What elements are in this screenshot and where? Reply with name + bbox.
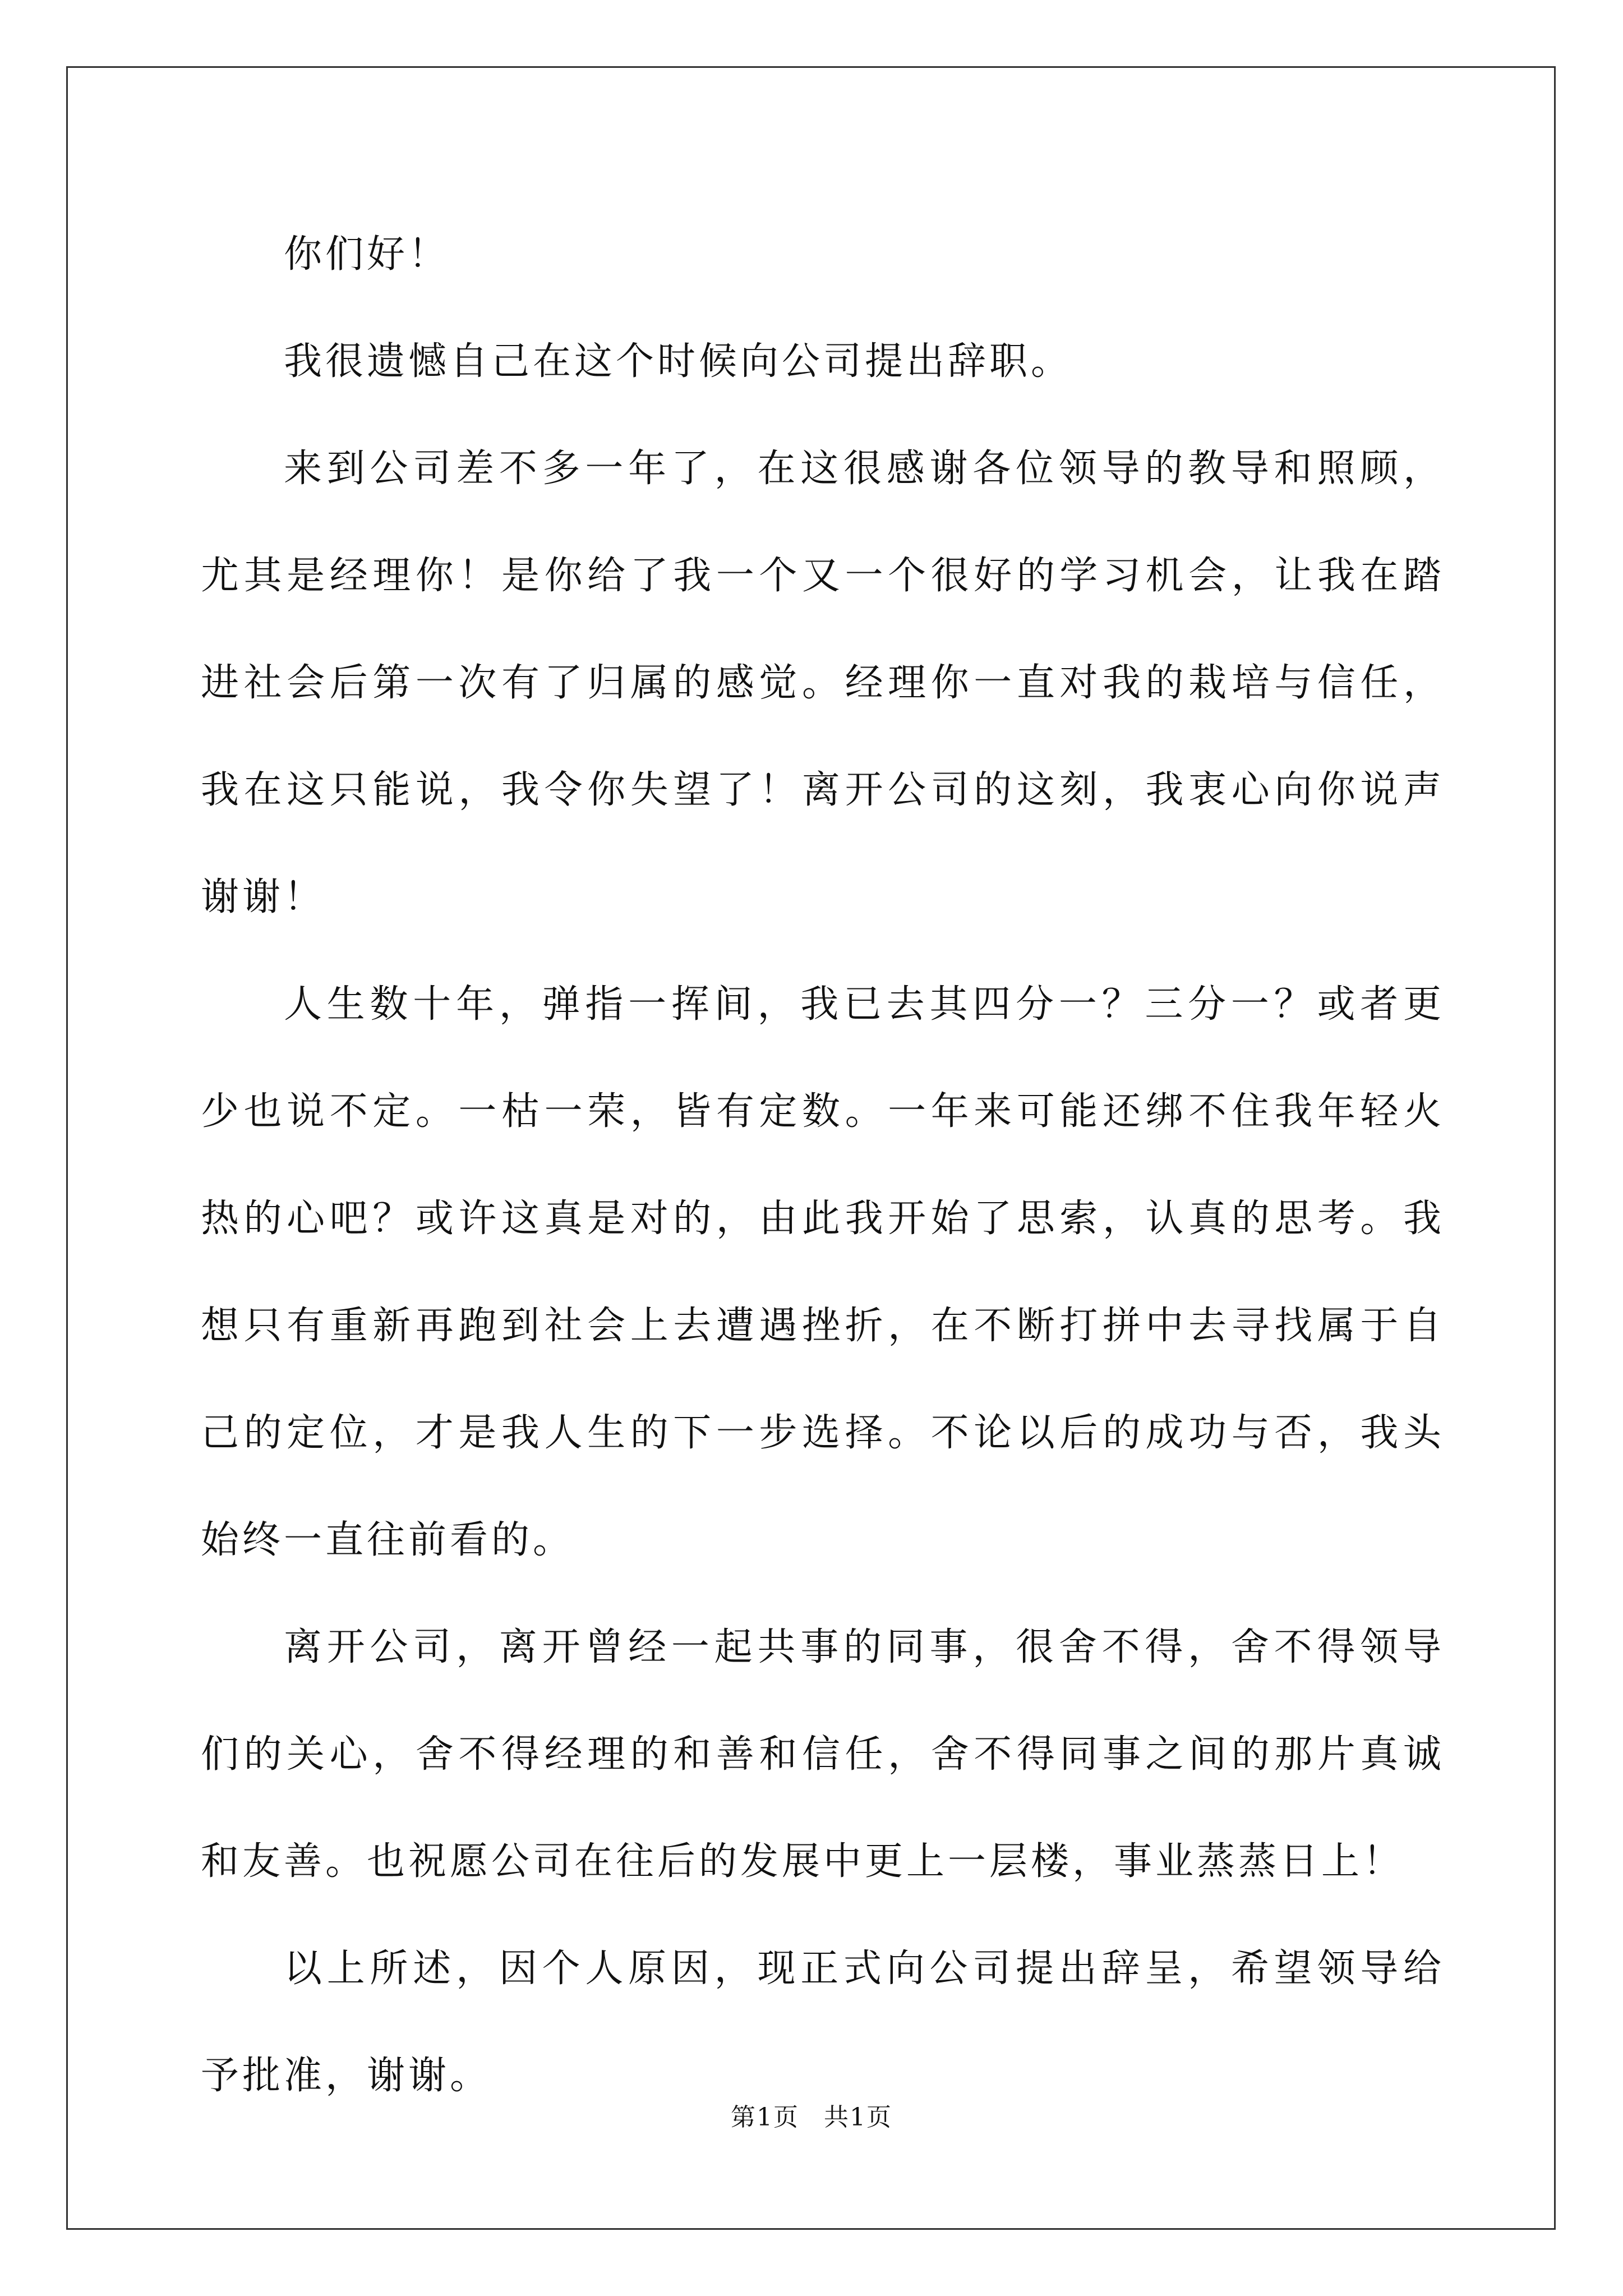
page-number: 第1页 bbox=[731, 2103, 799, 2132]
gratitude-paragraph: 来到公司差不多一年了，在这很感谢各位领导的教导和照顾，尤其是经理你！是你给了我一个又一个很好的学习机会，让我在踏进社会后第一次有了归属的感觉。经理你一直对我的栽培与信任，我在这只能说，我令你失望了！离开公司的这刻，我衷心向你说声谢谢！ bbox=[201, 447, 1445, 919]
page-footer bbox=[0, 2097, 1623, 2133]
closing-paragraph: 以上所述，因个人原因，现正式向公司提出辞呈，希望领导给予批准，谢谢。 bbox=[201, 1947, 1445, 2098]
farewell-paragraph: 离开公司，离开曾经一起共事的同事，很舍不得，舍不得领导们的关心，舍不得经理的和善和信任，舍不得同事之间的那片真诚和友善。也祝愿公司在往后的发展中更上一层楼，事业蒸蒸日上！ bbox=[201, 1625, 1445, 1884]
greeting-paragraph: 你们好！ bbox=[284, 232, 450, 277]
letter-body bbox=[201, 201, 1445, 2129]
page-total: 共1页 bbox=[824, 2103, 892, 2132]
reflection-paragraph: 人生数十年，弹指一挥间，我已去其四分一？三分一？或者更少也说不定。一枯一荣，皆有定数。一年来可能还绑不住我年轻火热的心吧？或许这真是对的，由此我开始了思索，认真的思考。我想只有重新再跑到社会上去遭遇挫折，在不断打拼中去寻找属于自己的定位，才是我人生的下一步选择。不论以后的成功与否，我头始终一直往前看的。 bbox=[201, 982, 1445, 1562]
opening-paragraph: 我很遗憾自己在这个时候向公司提出辞职。 bbox=[284, 339, 1073, 384]
